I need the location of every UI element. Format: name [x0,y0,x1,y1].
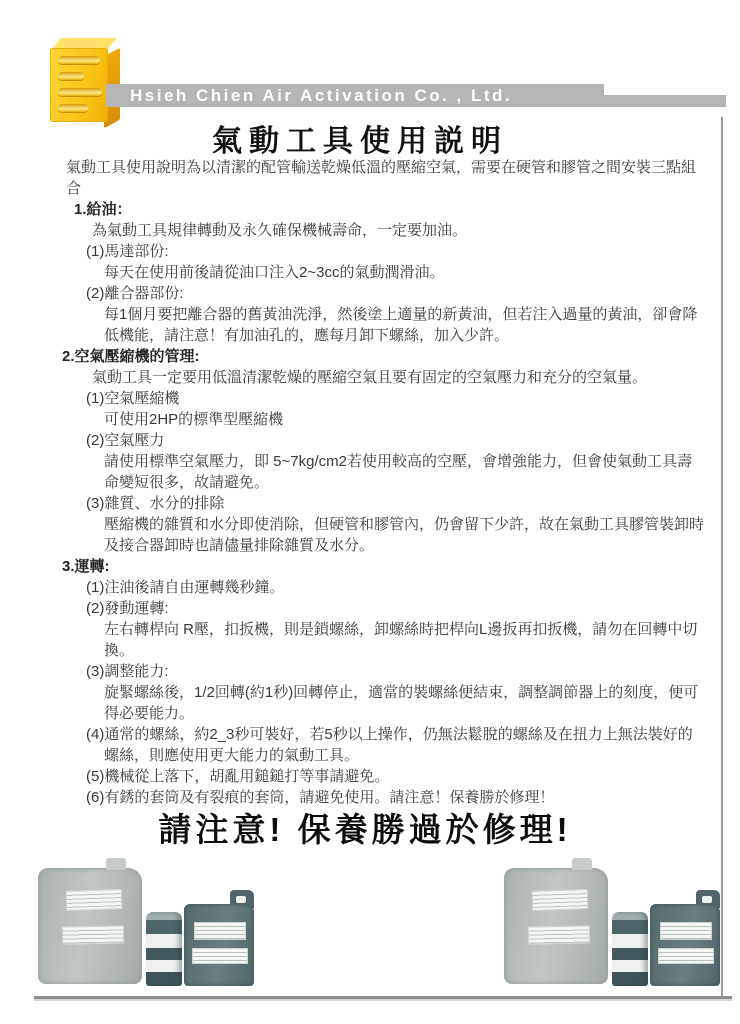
subitem-heading: (1)空氣壓縮機 [86,390,180,407]
paragraph: 氣動工具一定要用低溫清潔乾燥的壓縮空氣且要有固定的空氣壓力和充分的空氣量。 [92,369,648,386]
jug-neck [572,858,592,870]
product-label [62,925,124,944]
product-photo-right [494,860,726,994]
paragraph: 可使用2HP的標準型壓縮機 [104,411,284,428]
jug-handle-hole [236,896,246,903]
section-2-heading: 2.空氣壓縮機的管理: [62,348,200,365]
paragraph: 每1個月要把離合器的舊黃油洗淨，然後塗上適量的新黃油，但若注入過量的黃油，卻會降低機能，請注意！有加油孔的，應每月卸下螺絲，加入少許。 [104,306,698,344]
subitem-heading: (2)離合器部份: [86,285,184,302]
paragraph: 左右轉桿向 R壓，扣扳機，則是鎖螺絲，卸螺絲時把桿向L邊扳再扣扳機，請勿在回轉中切換。 [104,621,698,659]
subitem-heading: (3)雜質、水分的排除 [86,495,225,512]
subitem-heading: (3)調整能力: [86,663,169,680]
subitem-paragraph: (4)通常的螺絲，約2_3秒可裝好，若5秒以上操作，仍無法鬆脫的螺絲及在扭力上無法裝好的螺絲，則應使用更大能力的氣動工具。 [86,726,693,764]
logo-slot [58,104,88,112]
subitem-paragraph: (1)注油後請自由運轉幾秒鐘。 [86,579,285,596]
product-label [66,889,123,911]
product-label [192,948,248,964]
small-oil-bottle-icon [612,912,648,986]
subitem-heading: (2)空氣壓力 [86,432,165,449]
subitem-paragraph: (5)機械從上落下，胡亂用鎚鎚打等事請避免。 [86,768,390,785]
product-label [532,889,589,911]
section-3-heading: 3.運轉: [62,558,110,575]
logo-slot [58,56,100,64]
instruction-text-block [0,157,740,808]
maintenance-warning-banner: 請注意! 保養勝過於修理! [158,811,572,848]
subitem-heading: (1)馬達部份: [86,243,169,260]
company-name: Hsieh Chien Air Activation Co. , Ltd. [130,86,513,105]
jug-neck [106,858,126,870]
paragraph: 每天在使用前後請從油口注入2~3cc的氣動潤滑油。 [104,264,445,281]
product-label [660,922,712,940]
subitem-heading: (2)發動運轉: [86,600,169,617]
intro-paragraph: 氣動工具使用說明為以清潔的配管輸送乾燥低溫的壓縮空氣，需要在硬管和膠管之間安裝三點組合 [66,159,697,197]
product-label [658,948,714,964]
header-bar-extension [604,95,726,107]
paragraph: 旋緊螺絲後，1/2回轉(約1秒)回轉停止，適當的裝螺絲便結束，調整調節器上的刻度，便可得必要能力。 [104,684,699,722]
company-logo-icon [46,36,126,122]
product-photo-left [28,860,260,994]
paragraph: 請使用標準空氣壓力，即 5~7kg/cm2若使用較高的空壓，會增強能力，但會使氣動工具壽命變短很多，故請避免。 [104,453,692,491]
product-label [528,925,590,944]
logo-slot [58,72,84,80]
product-label [194,922,246,940]
jug-handle-hole [702,896,712,903]
section-1-heading: 1.給油： [74,201,132,218]
logo-slot [58,88,102,96]
small-oil-bottle-icon [146,912,182,986]
bottom-border-rule [34,996,732,999]
medium-oil-jug-icon [184,904,254,986]
paragraph: 壓縮機的雜質和水分即使消除，但硬管和膠管內，仍會留下少許，故在氣動工具膠管裝卸時及接合器卸時也請儘量排除雜質及水分。 [104,516,705,554]
page-title: 氣動工具使用説明 [212,125,508,158]
medium-oil-jug-icon [650,904,720,986]
subitem-paragraph: (6)有銹的套筒及有裂痕的套筒，請避免使用。請注意！保養勝於修理！ [86,789,555,806]
paragraph: 為氣動工具規律轉動及永久確保機械壽命，一定要加油。 [92,222,468,239]
logo-front-face [50,48,108,122]
